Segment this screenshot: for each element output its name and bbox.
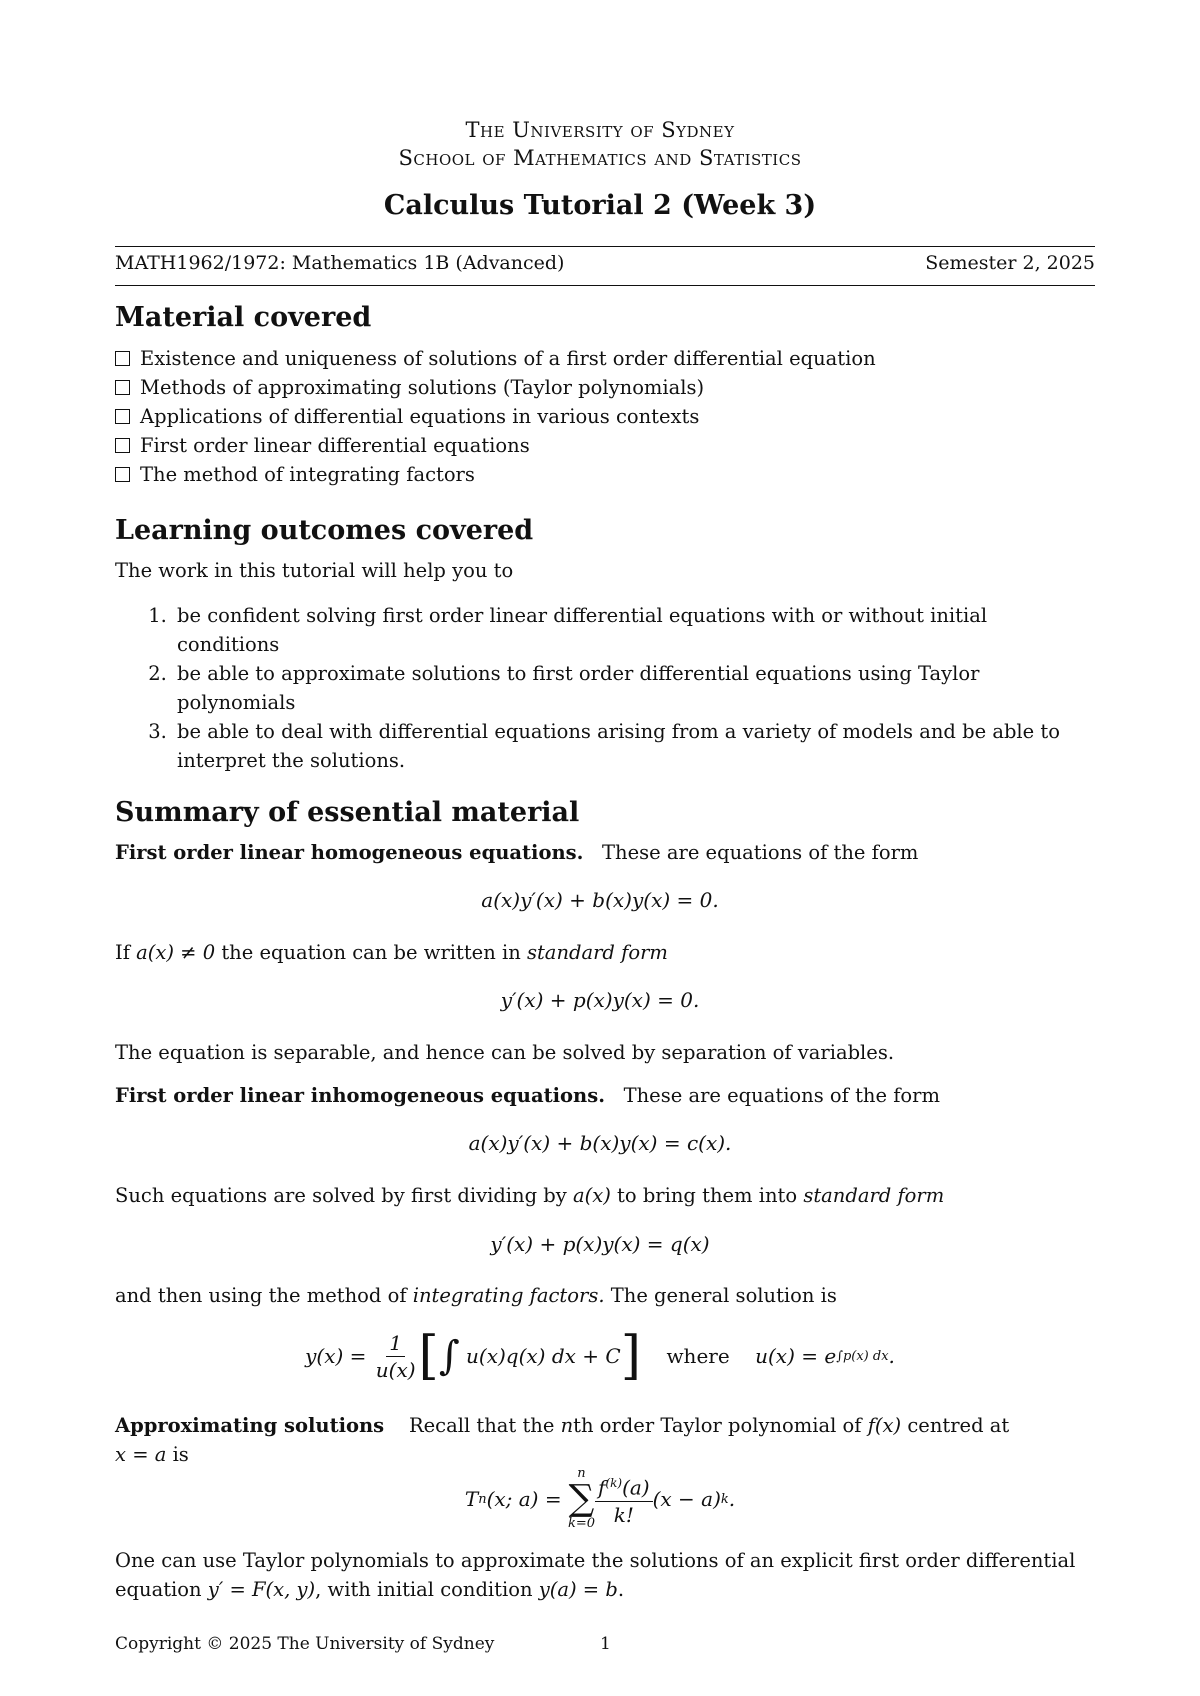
- checkbox-icon: [115, 380, 130, 395]
- checkbox-icon: [115, 351, 130, 366]
- material-heading: Material covered: [115, 302, 372, 333]
- such-paragraph: Such equations are solved by first dividing by a(x) to bring them into standard form: [115, 1184, 945, 1207]
- school-name: School of Mathematics and Statistics: [398, 146, 802, 170]
- inhomog-title: First order linear inhomogeneous equations.: [115, 1084, 605, 1107]
- homog-title: First order linear homogeneous equations.: [115, 841, 584, 864]
- checkbox-icon: [115, 409, 130, 424]
- general-solution-equation: y(x) = $\frac{1}{u(x)}$ [ ∫ u(x)q(x) dx + C ] where u(x) = e ∫p(x) dx .: [305, 1326, 895, 1386]
- equation-1: a(x)y′(x) + b(x)y(x) = 0.: [481, 888, 719, 912]
- outcomes-heading: Learning outcomes covered: [115, 515, 534, 546]
- sum-sign: n ∑ k=0: [567, 1466, 596, 1531]
- checkbox-icon: [115, 438, 130, 453]
- then-paragraph: and then using the method of integrating factors. The general solution is: [115, 1284, 837, 1307]
- list-item: The method of integrating factors: [115, 460, 1095, 489]
- fraction: $\frac{f^{(k)}(a)}{k!}$: [595, 1470, 653, 1528]
- course-code: MATH1962/1972: Mathematics 1B (Advanced): [115, 252, 565, 274]
- fraction: $\frac{1}{u(x)}$: [375, 1330, 416, 1382]
- material-list: [115, 344, 1095, 489]
- outcomes-intro: The work in this tutorial will help you to: [115, 559, 514, 582]
- page-title: Calculus Tutorial 2 (Week 3): [383, 190, 817, 221]
- approx-title: Approximating solutions: [115, 1414, 385, 1437]
- if-paragraph: If a(x) ≠ 0 the equation can be written in standard form: [115, 941, 668, 964]
- approx-paragraph: Approximating solutions Recall that the nth order Taylor polynomial of f(x) centred at x = a is: [115, 1414, 1010, 1466]
- bracket-open: [: [418, 1326, 439, 1386]
- semester: Semester 2, 2025: [925, 252, 1095, 274]
- list-item: Existence and uniqueness of solutions of a first order differential equation: [115, 344, 1095, 373]
- separable-paragraph: The equation is separable, and hence can be solved by separation of variables.: [115, 1041, 895, 1064]
- course-line: [115, 252, 1095, 274]
- list-item: First order linear differential equations: [115, 431, 1095, 460]
- header-rule-bottom: [115, 285, 1095, 286]
- list-item: Applications of differential equations in various contexts: [115, 402, 1095, 431]
- final-paragraph: One can use Taylor polynomials to approximate the solutions of an explicit first order differential equation y′ = F(x, y), with initial condition y(a) = b.: [115, 1549, 1076, 1601]
- university-name: The University of Sydney: [465, 118, 735, 142]
- header-rule-top: [115, 246, 1095, 247]
- summary-heading: Summary of essential material: [115, 797, 580, 828]
- integral-sign: ∫: [438, 1333, 460, 1379]
- list-item: 2. be able to approximate solutions to first order differential equations using Taylor polynomials: [173, 659, 1095, 717]
- equation-4: y′(x) + p(x)y(x) = q(x): [490, 1232, 710, 1256]
- outcomes-list: [115, 601, 1095, 775]
- checkbox-icon: [115, 467, 130, 482]
- bracket-close: ]: [620, 1326, 641, 1386]
- homog-paragraph: First order linear homogeneous equations. These are equations of the form: [115, 841, 919, 864]
- equation-3: a(x)y′(x) + b(x)y(x) = c(x).: [468, 1131, 732, 1155]
- list-item: Methods of approximating solutions (Taylor polynomials): [115, 373, 1095, 402]
- taylor-equation: T n (x; a) = n ∑ k=0 $\frac{f^{(k)}(a)}{k!}$ (x − a) k .: [464, 1466, 736, 1531]
- list-item: 3. be able to deal with differential equations arising from a variety of models and be able to interpret the solutions.: [173, 717, 1095, 775]
- copyright: Copyright © 2025 The University of Sydney: [115, 1634, 495, 1654]
- page-number: 1: [600, 1634, 611, 1654]
- list-item: 1. be confident solving first order linear differential equations with or without initial conditions: [173, 601, 1095, 659]
- equation-2: y′(x) + p(x)y(x) = 0.: [500, 988, 700, 1012]
- inhomog-paragraph: First order linear inhomogeneous equations. These are equations of the form: [115, 1084, 940, 1107]
